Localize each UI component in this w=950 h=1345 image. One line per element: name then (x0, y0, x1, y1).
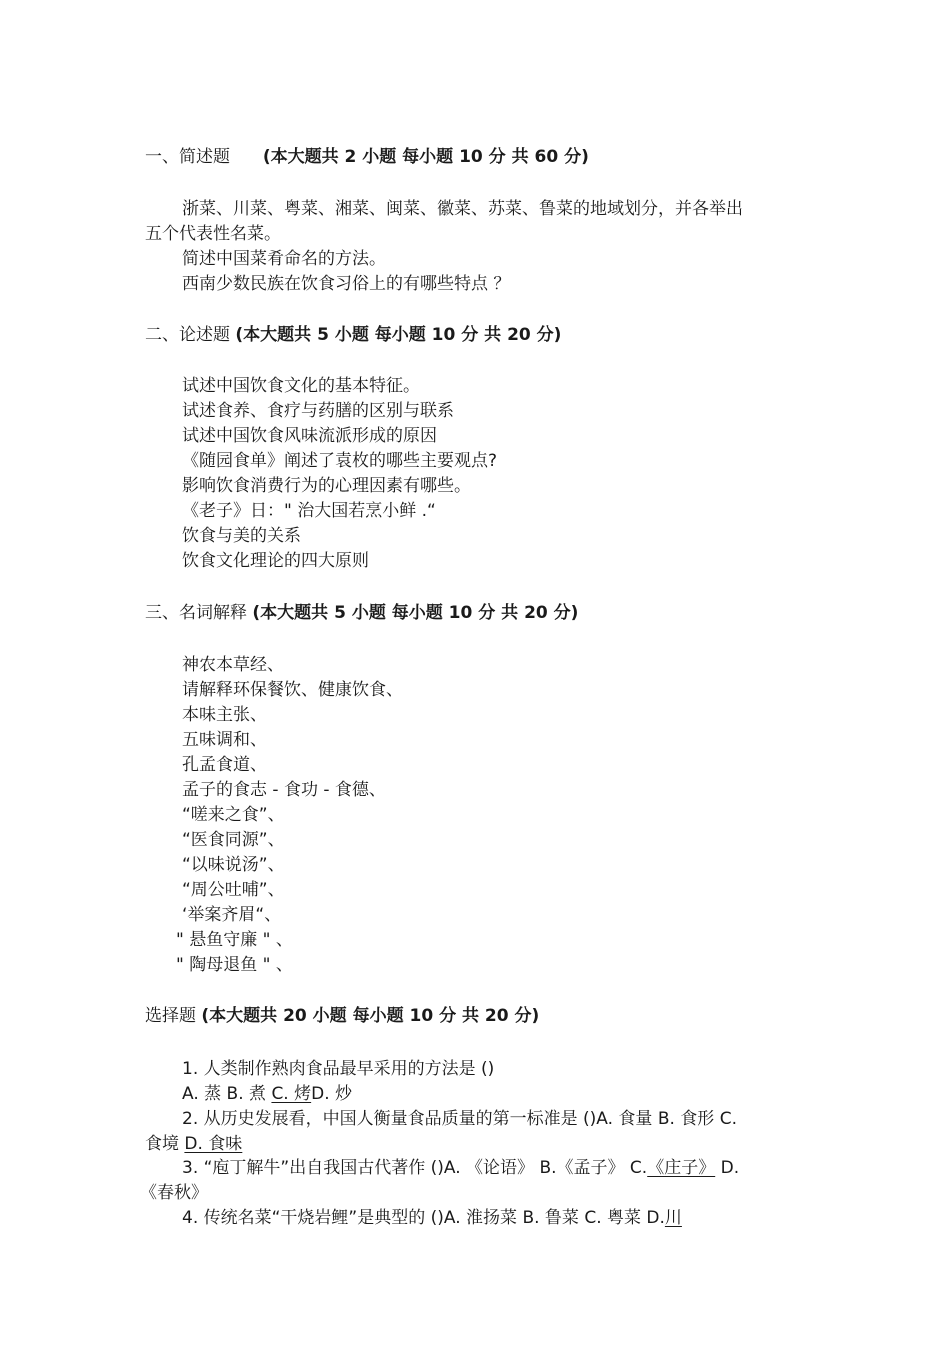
section2-title: 二、论述题 (145, 325, 230, 345)
section3-item: 孔孟食道、 (182, 755, 267, 775)
section3-item: 孟子的食志 - 食功 - 食德、 (182, 780, 386, 800)
q2-option-c-text: 食境 (145, 1134, 179, 1154)
q1-option-c-answer: C. 烤 (271, 1084, 312, 1104)
section3-item: " 陶母退鱼 " 、 (176, 955, 293, 975)
section4-q2-cont (145, 1133, 242, 1155)
section4-q3-cont: 《春秋》 (140, 1183, 208, 1203)
section3-item: “周公吐哺”、 (182, 880, 285, 900)
q3-option-d: D. (715, 1158, 740, 1178)
section1-heading (145, 146, 589, 168)
section4-q3-stem (182, 1157, 739, 1179)
section4-q1-stem: 1. 人类制作熟肉食品最早采用的方法是 () (182, 1059, 495, 1079)
section2-heading (145, 324, 561, 346)
section1-q3: 西南少数民族在饮食习俗上的有哪些特点 ？ (182, 274, 511, 294)
section3-item: 本味主张、 (182, 705, 267, 725)
q3-answer: 《庄子》 (647, 1158, 716, 1178)
section2-item: 饮食与美的关系 (182, 526, 301, 546)
section4-q4-stem (182, 1207, 682, 1229)
q3-stem-text: 3. “庖丁解牛”出自我国古代著作 ()A. 《论语》 B.《孟子》 C. (182, 1158, 648, 1178)
q4-stem-text: 4. 传统名菜“干烧岩鲤”是典型的 ()A. 淮扬菜 B. 鲁菜 C. 粤菜 D. (182, 1208, 665, 1228)
q1-option-a: A. 蒸 (182, 1084, 222, 1104)
section4-q1-options (182, 1083, 352, 1105)
section1-q2: 简述中国菜肴命名的方法。 (182, 249, 386, 269)
section4-heading (145, 1005, 539, 1027)
section2-meta: (本大题共 5 小题 每小题 10 分 共 20 分) (235, 325, 562, 345)
q4-answer: 川 (664, 1208, 682, 1228)
section2-item: 试述中国饮食文化的基本特征。 (182, 376, 420, 396)
section2-item: 影响饮食消费行为的心理因素有哪些。 (182, 476, 471, 496)
section3-item: “嗟来之食”、 (182, 805, 285, 825)
section3-heading (145, 602, 578, 624)
section3-item: 请解释环保餐饮、健康饮食、 (182, 680, 403, 700)
section2-item: 饮食文化理论的四大原则 (182, 551, 369, 571)
section2-item: 试述食养、食疗与药膳的区别与联系 (182, 401, 454, 421)
section1-meta: (本大题共 2 小题 每小题 10 分 共 60 分) (262, 147, 589, 167)
section1-q1-line1: 浙菜、川菜、粤菜、湘菜、闽菜、徽菜、苏菜、鲁菜的地域划分，并各举出 (182, 199, 743, 219)
section2-item: 《老子》日：" 治大国若烹小鲜 .“ (182, 501, 436, 521)
section3-item: “以味说汤”、 (182, 855, 285, 875)
section2-item: 试述中国饮食风味流派形成的原因 (182, 426, 437, 446)
section3-item: 五味调和、 (182, 730, 267, 750)
section3-item: 神农本草经、 (182, 655, 284, 675)
q1-option-d: D. 炒 (311, 1084, 353, 1104)
section3-item: " 悬鱼守廉 " 、 (176, 930, 293, 950)
section3-meta: (本大题共 5 小题 每小题 10 分 共 20 分) (252, 603, 579, 623)
q2-answer: D. 食味 (184, 1134, 243, 1154)
section3-item: “医食同源”、 (182, 830, 285, 850)
section3-item: ‘举案齐眉“、 (182, 905, 282, 925)
q1-option-b: B. 煮 (226, 1084, 267, 1104)
section4-q2-stem: 2. 从历史发展看，中国人衡量食品质量的第一标准是 ()A. 食量 B. 食形 C. (182, 1109, 737, 1129)
section4-meta: (本大题共 20 小题 每小题 10 分 共 20 分) (201, 1006, 540, 1026)
section2-item: 《随园食单》阐述了袁枚的哪些主要观点? (182, 451, 498, 471)
section1-title: 一、简述题 (145, 147, 230, 167)
section3-title: 三、名词解释 (145, 603, 247, 623)
section4-title: 选择题 (145, 1006, 196, 1026)
section1-q1-line2: 五个代表性名菜。 (145, 224, 281, 244)
